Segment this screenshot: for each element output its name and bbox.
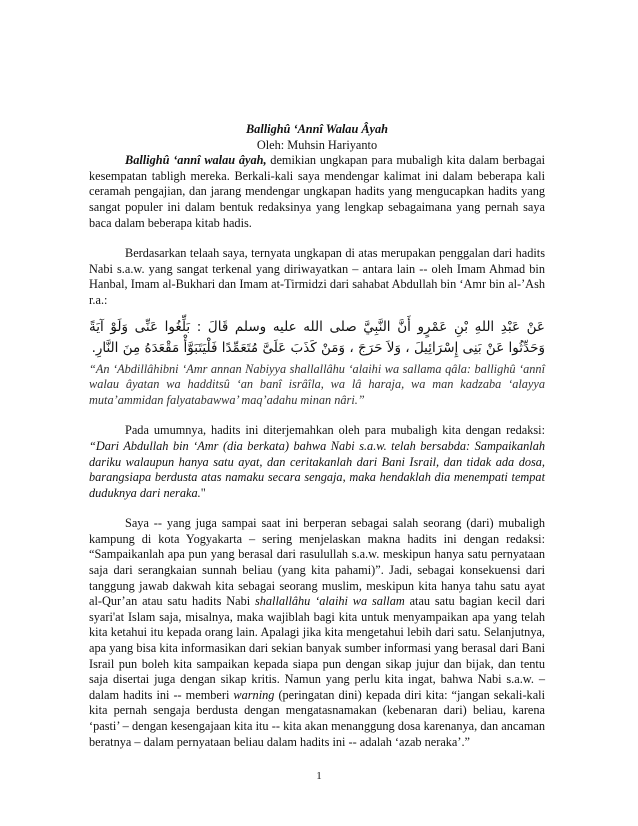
paragraph-4-text-b: atau satu bagian kecil dari syari'at Islam saja, misalnya, maka wajiblah bagi kita untuk menyampaikan apa yang telah kita ketahui itu kepada orang lain. Apalagi jika kita mengetahui lebih dari satu. Selanjutnya, apa yang bisa kita informasikan dari sekian banyak sumber informasi yang berasal dari Bani Israil pun boleh kita sampaikan kepada siapa pun dengan sikap jujur dan bijak, dan tentu saja disertai juga dengan sikap kritis. Namun yang perlu kita ingat, bahwa Nabi s.a.w. – dalam hadits ini -- memberi [89,594,545,702]
paragraph-2: Berdasarkan telaah saya, ternyata ungkapan di atas merupakan penggalan dari hadits Nabi s.a.w. yang sangat terkenal yang diriwayatkan – antara lain -- oleh Imam Ahmad bin Hanbal, Imam al-Bukhari dan Imam at-Tirmidzi dari sahabat Abdullah bin ‘Amr bin al-’Ash r.a.: [89,246,545,307]
paragraph-1-text: demikian ungkapan para mubaligh kita dalam berbagai kesempatan tabligh mereka. Berkali-kali saya mendengar kalimat ini dalam beberapa kali ceramah pengajian, dan jarang mendengar ungkapan hadits yang mengucapkan hadits yang sangat populer ini dalam bentuk redaksinya yang lengkap sebagaimana yang pernah saya baca dalam beberapa kitab hadis. [89,153,545,230]
document-title: Ballighû ‘Annî Walau Âyah [245,122,389,136]
paragraph-4-italic-2: warning [233,687,275,702]
document-author: Oleh: Muhsin Hariyanto [256,137,378,152]
document-body [89,122,545,750]
hadith-transliteration: “An ‘Abdillâhibni ‘Amr annan Nabiyya shallallâhu ‘alaihi wa sallama qâla: ballighû ‘annî walau âyatan wa hadditsû ‘an banî isrâîla, wa lâ haraja, wa man kadzaba ‘alayya muta’ammidan falyatabawwa’ maq’adahu minan nâri.” [89,361,545,407]
paragraph-1-lead: Ballighû ‘annî walau âyah, [125,153,267,168]
paragraph-3-end: " [200,485,206,500]
paragraph-4 [89,516,545,750]
paragraph-4-text-c: (peringatan dini) kepada diri kita: “jangan sekali-kali kita pernah sengaja berdusta dengan mengatasnamakan (kebenaran dari) beliau, karena ‘pasti’ – dengan kesengajaan kita itu -- kita akan menanggung dosa karenanya, dan ancaman beratnya – dalam pernyataan beliau dalam hadits ini -- adalah ‘azab neraka’.” [89,687,545,749]
paragraph-4-text-a: Saya -- yang juga sampai saat ini berperan sebagai salah seorang (dari) mubaligh kampung di kota Yogyakarta – sering menjelaskan makna hadits ini dengan redaksi: “Sampaikanlah apa pun yang berasal dari rasulullah s.a.w. meskipun hanya satu pernyataan saja dari serangkaian sunnah beliau (yang kita pahami)”. Jadi, sebagai konsekuensi dari tanggung jawab dakwah kita sebagai seorang muslim, meskipun kita hanya tahu satu ayat al-Qur’an atau satu hadits Nabi [89,516,545,609]
page-number: 1 [316,770,322,782]
paragraph-3-translation: “Dari Abdullah bin ‘Amr (dia berkata) bahwa Nabi s.a.w. telah bersabda: Sampaikanlah dariku walaupun hanya satu ayat, dan ceritakanlah dari Bani Israil, dan tidak ada dosa, barangsiapa berdusta atas namaku secara sengaja, maka hendaklah dia menempati tempat duduknya dari neraka. [89,438,545,500]
arabic-hadith: عَنْ عَبْدِ اللهِ بْنِ عَمْرٍو أَنَّ النَّبِيَّ صلى الله عليه وسلم قَالَ : بَلِّغُوا عَنِّى وَلَوْ آيَةً وَحَدِّثُوا عَنْ بَنِى إِسْرَائِيلَ ، وَلاَ حَرَجَ ، وَمَنْ كَذَبَ عَلَىَّ مُتَعَمِّدًا فَلْيَتَبَوَّأْ مَقْعَدَهُ مِنَ النَّارِ. [89,318,545,356]
paragraph-3-text: Pada umumnya, hadits ini diterjemahkan oleh para mubaligh kita dengan redaksi: [125,423,545,438]
paragraph-3 [89,423,545,501]
paragraph-4-italic-1: shallallâhu ‘alaihi wa sallam [254,594,405,609]
paragraph-1 [89,153,545,231]
